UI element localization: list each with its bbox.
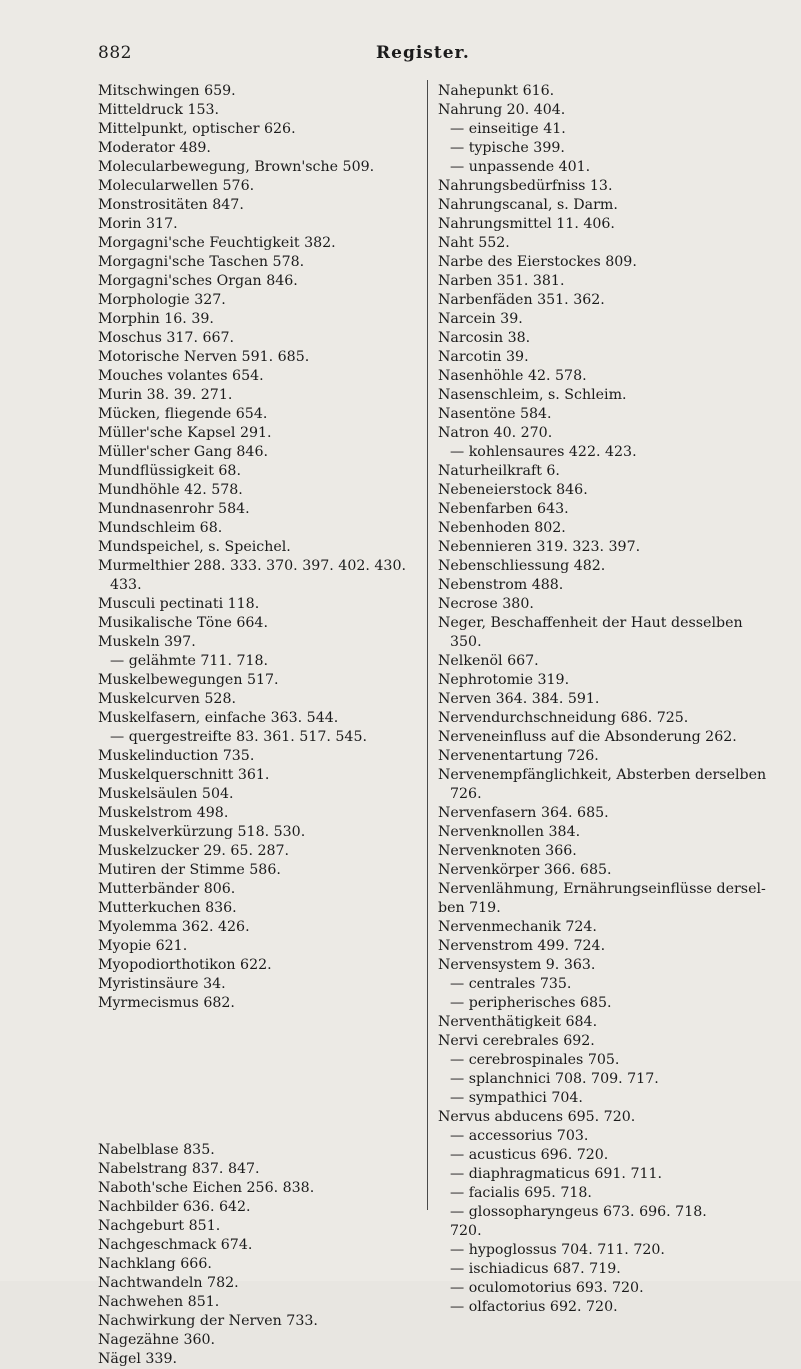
index-section-m	[98, 82, 420, 1013]
index-entry: Nervi cerebrales 692.	[438, 1033, 595, 1049]
index-entry: — acusticus 696. 720.	[450, 1147, 609, 1163]
index-entry: Nervenfasern 364. 685.	[438, 805, 609, 821]
index-entry: Morin 317.	[98, 216, 178, 232]
page-title: Register.	[376, 43, 470, 63]
index-entry: Muskelcurven 528.	[98, 691, 236, 707]
index-entry: Morgagni'sche Taschen 578.	[98, 254, 305, 270]
index-entry: — sympathici 704.	[450, 1090, 583, 1106]
index-entry: 726.	[450, 786, 482, 802]
index-entry: Nebenhoden 802.	[438, 520, 566, 536]
index-entry: Mutterkuchen 836.	[98, 900, 237, 916]
index-column-left	[98, 82, 420, 1369]
index-entry: Muskeln 397.	[98, 634, 196, 650]
index-entry: Nachklang 666.	[98, 1256, 212, 1272]
index-entry: — unpassende 401.	[450, 159, 591, 175]
index-entry: Nelkenöl 667.	[438, 653, 539, 669]
index-entry: — centrales 735.	[450, 976, 572, 992]
index-entry: — olfactorius 692. 720.	[450, 1299, 618, 1315]
index-entry: — facialis 695. 718.	[450, 1185, 592, 1201]
index-entry: Nahrung 20. 404.	[438, 102, 566, 118]
index-column-right	[438, 82, 788, 1317]
index-entry: Muskelinduction 735.	[98, 748, 255, 764]
index-entry: Mouches volantes 654.	[98, 368, 264, 384]
index-entry: — peripherisches 685.	[450, 995, 612, 1011]
index-entry: Nervenkörper 366. 685.	[438, 862, 612, 878]
page-number: 882	[98, 43, 132, 63]
index-entry: Nervenknoten 366.	[438, 843, 577, 859]
index-section-n-continued	[438, 82, 788, 1317]
index-entry: Morgagni'sche Feuchtigkeit 382.	[98, 235, 336, 251]
index-entry: Muskelstrom 498.	[98, 805, 229, 821]
index-entry: Narcotin 39.	[438, 349, 529, 365]
index-entry: Nervendurchschneidung 686. 725.	[438, 710, 689, 726]
index-entry: Nachtwandeln 782.	[98, 1275, 239, 1291]
index-entry: — quergestreifte 83. 361. 517. 545.	[110, 729, 367, 745]
index-entry: Mutterbänder 806.	[98, 881, 236, 897]
index-entry: Muskelzucker 29. 65. 287.	[98, 843, 290, 859]
index-entry: Mücken, fliegende 654.	[98, 406, 268, 422]
index-entry: — accessorius 703.	[450, 1128, 589, 1144]
index-entry: Nebeneierstock 846.	[438, 482, 588, 498]
index-entry: Narbe des Eierstockes 809.	[438, 254, 637, 270]
index-entry: Neger, Beschaffenheit der Haut desselben	[438, 615, 743, 631]
index-entry: Nervenstrom 499. 724.	[438, 938, 606, 954]
index-entry: Nebennieren 319. 323. 397.	[438, 539, 641, 555]
index-entry: — ischiadicus 687. 719.	[450, 1261, 621, 1277]
index-entry: Monstrositäten 847.	[98, 197, 244, 213]
column-divider	[427, 80, 428, 1210]
index-entry: Mitteldruck 153.	[98, 102, 220, 118]
index-entry: Murin 38. 39. 271.	[98, 387, 233, 403]
index-entry: Muskelfasern, einfache 363. 544.	[98, 710, 339, 726]
index-entry: — gelähmte 711. 718.	[110, 653, 269, 669]
index-entry: Naht 552.	[438, 235, 510, 251]
index-entry: Nachgeschmack 674.	[98, 1237, 253, 1253]
index-entry: 720.	[450, 1223, 482, 1239]
index-entry: Müller'sche Kapsel 291.	[98, 425, 272, 441]
index-entry: Naturheilkraft 6.	[438, 463, 560, 479]
index-entry: Nerveneinfluss auf die Absonderung 262.	[438, 729, 737, 745]
index-entry: Nebenstrom 488.	[438, 577, 564, 593]
index-entry: Nervus abducens 695. 720.	[438, 1109, 636, 1125]
index-entry: Mundspeichel, s. Speichel.	[98, 539, 291, 555]
index-entry: Myristinsäure 34.	[98, 976, 226, 992]
index-entry: Narcosin 38.	[438, 330, 531, 346]
index-entry: Mitschwingen 659.	[98, 83, 236, 99]
index-entry: Myolemma 362. 426.	[98, 919, 250, 935]
index-entry: Nasenhöhle 42. 578.	[438, 368, 587, 384]
index-entry: Muskelquerschnitt 361.	[98, 767, 270, 783]
index-entry: Nervenmechanik 724.	[438, 919, 597, 935]
index-entry: Nephrotomie 319.	[438, 672, 570, 688]
index-entry: Nasenschleim, s. Schleim.	[438, 387, 627, 403]
index-entry: Narbenfäden 351. 362.	[438, 292, 605, 308]
index-entry: Mundhöhle 42. 578.	[98, 482, 243, 498]
index-entry: Moderator 489.	[98, 140, 211, 156]
index-entry: Nahrungsbedürfniss 13.	[438, 178, 613, 194]
index-entry: Muskelsäulen 504.	[98, 786, 234, 802]
index-entry: Nahrungscanal, s. Darm.	[438, 197, 618, 213]
index-entry: Nahrungsmittel 11. 406.	[438, 216, 615, 232]
index-entry: — diaphragmaticus 691. 711.	[450, 1166, 663, 1182]
section-gap	[98, 1013, 420, 1141]
index-entry: Nachgeburt 851.	[98, 1218, 221, 1234]
index-entry: — kohlensaures 422. 423.	[450, 444, 637, 460]
index-entry: — splanchnici 708. 709. 717.	[450, 1071, 659, 1087]
index-entry: Mundschleim 68.	[98, 520, 223, 536]
page-header	[0, 43, 801, 67]
index-entry: Nasentöne 584.	[438, 406, 552, 422]
index-entry: Myopie 621.	[98, 938, 188, 954]
index-entry: 350.	[450, 634, 482, 650]
index-entry: Motorische Nerven 591. 685.	[98, 349, 310, 365]
index-entry: Naboth'sche Eichen 256. 838.	[98, 1180, 315, 1196]
index-entry: Morphologie 327.	[98, 292, 226, 308]
index-entry: Nägel 339.	[98, 1351, 177, 1367]
index-entry: — typische 399.	[450, 140, 565, 156]
index-entry: Necrose 380.	[438, 596, 534, 612]
index-entry: Nervenlähmung, Ernährungseinflüsse dersel-	[438, 881, 766, 897]
index-entry: Morphin 16. 39.	[98, 311, 214, 327]
index-entry: Nabelstrang 837. 847.	[98, 1161, 260, 1177]
index-entry: — glossopharyngeus 673. 696. 718.	[450, 1204, 707, 1220]
index-entry: Myrmecismus 682.	[98, 995, 235, 1011]
index-entry: Mittelpunkt, optischer 626.	[98, 121, 296, 137]
index-section-n	[98, 1141, 420, 1369]
index-entry: — cerebrospinales 705.	[450, 1052, 620, 1068]
index-entry: Musculi pectinati 118.	[98, 596, 260, 612]
index-entry: — einseitige 41.	[450, 121, 566, 137]
index-entry: Murmelthier 288. 333. 370. 397. 402. 430.	[98, 558, 406, 574]
index-entry: Nachwehen 851.	[98, 1294, 220, 1310]
index-entry: Nervenknollen 384.	[438, 824, 581, 840]
index-entry: Nagezähne 360.	[98, 1332, 216, 1348]
index-entry: Moschus 317. 667.	[98, 330, 235, 346]
index-entry: Nabelblase 835.	[98, 1142, 215, 1158]
index-entry: Müller'scher Gang 846.	[98, 444, 268, 460]
index-entry: — oculomotorius 693. 720.	[450, 1280, 644, 1296]
index-entry: Nebenfarben 643.	[438, 501, 569, 517]
index-entry: — hypoglossus 704. 711. 720.	[450, 1242, 665, 1258]
index-entry: Molecularbewegung, Brown'sche 509.	[98, 159, 375, 175]
index-entry: Nervensystem 9. 363.	[438, 957, 596, 973]
index-entry: Nerven 364. 384. 591.	[438, 691, 600, 707]
index-entry: Nachwirkung der Nerven 733.	[98, 1313, 318, 1329]
index-entry: Nerventhätigkeit 684.	[438, 1014, 598, 1030]
index-entry: Myopodiorthotikon 622.	[98, 957, 272, 973]
index-entry: ben 719.	[438, 900, 501, 916]
index-entry: Mundnasenrohr 584.	[98, 501, 250, 517]
index-entry: Morgagni'sches Organ 846.	[98, 273, 298, 289]
index-entry: Muskelbewegungen 517.	[98, 672, 279, 688]
index-entry: Nebenschliessung 482.	[438, 558, 606, 574]
index-entry: Molecularwellen 576.	[98, 178, 255, 194]
index-entry: Nervenentartung 726.	[438, 748, 599, 764]
index-entry: 433.	[110, 577, 142, 593]
index-entry: Mutiren der Stimme 586.	[98, 862, 281, 878]
index-entry: Narcein 39.	[438, 311, 523, 327]
index-entry: Natron 40. 270.	[438, 425, 553, 441]
index-entry: Nachbilder 636. 642.	[98, 1199, 251, 1215]
index-entry: Narben 351. 381.	[438, 273, 565, 289]
index-entry: Nahepunkt 616.	[438, 83, 555, 99]
index-entry: Mundflüssigkeit 68.	[98, 463, 241, 479]
index-entry: Nervenempfänglichkeit, Absterben derselben	[438, 767, 767, 783]
index-entry: Muskelverkürzung 518. 530.	[98, 824, 306, 840]
index-entry: Musikalische Töne 664.	[98, 615, 268, 631]
